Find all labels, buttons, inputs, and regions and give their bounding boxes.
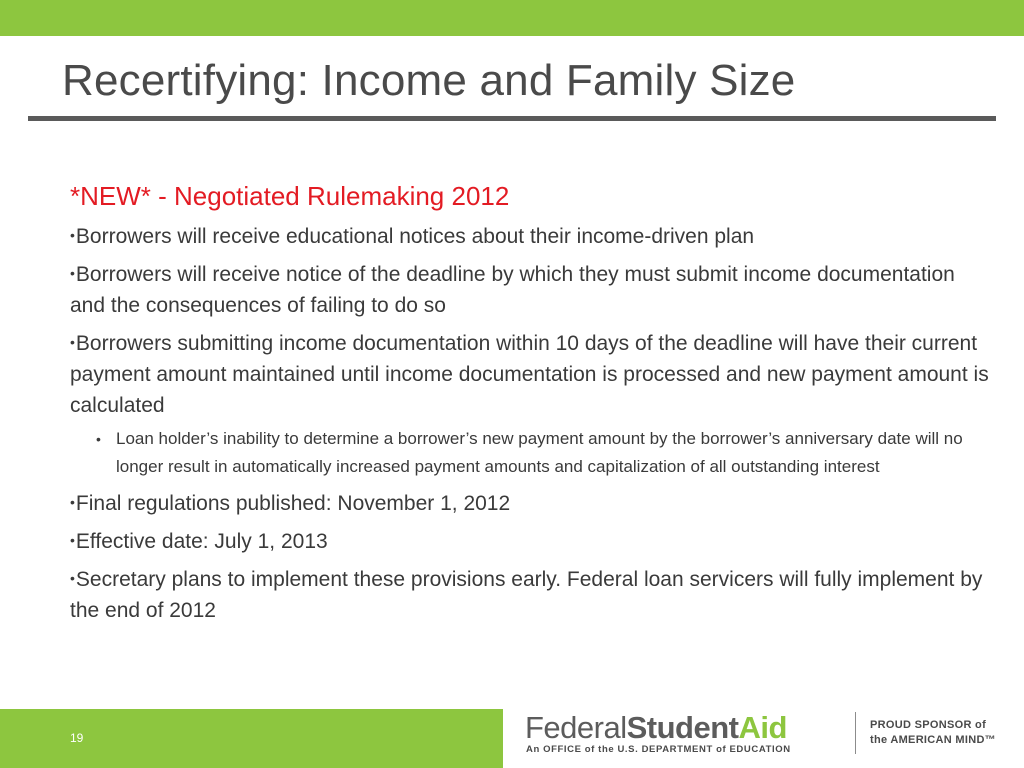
bullet-marker: • — [70, 532, 75, 548]
slide-title: Recertifying: Income and Family Size — [62, 56, 796, 105]
federal-student-aid-logo — [525, 711, 843, 759]
bullet-marker: • — [70, 227, 75, 243]
sponsor-text — [870, 718, 996, 748]
section-heading: *NEW* - Negotiated Rulemaking 2012 — [70, 181, 510, 211]
sub-bullet-marker: • — [96, 431, 101, 447]
bullet-item — [70, 563, 990, 626]
sub-bullet-text: Loan holder’s inability to determine a borrower’s new payment amount by the borrower’s anniversary date will no longer result in automatically increased payment amounts and capitalization of all outstanding interest — [116, 429, 963, 476]
bullet-item — [70, 327, 990, 421]
bullet-text: Final regulations published: November 1, 2012 — [75, 492, 511, 515]
logo-word-aid: Aid — [738, 710, 787, 745]
logo-word-student: Student — [626, 710, 739, 745]
bullet-item — [70, 525, 990, 557]
bullet-item — [70, 220, 990, 252]
footer-divider — [855, 712, 856, 754]
bullet-marker: • — [70, 334, 75, 350]
bullet-marker: • — [70, 494, 75, 510]
bullet-text: Borrowers will receive notice of the deadline by which they must submit income documentation and the consequences of failing to do so — [70, 263, 955, 317]
bullet-marker: • — [70, 265, 75, 281]
bullet-text: Secretary plans to implement these provisions early. Federal loan servicers will fully implement by the end of 2012 — [70, 568, 983, 622]
bullet-list — [70, 220, 990, 626]
sponsor-line-1: PROUD SPONSOR of — [870, 719, 987, 731]
title-underline — [28, 116, 996, 121]
logo-tagline: An OFFICE of the U.S. DEPARTMENT of EDUCATION — [526, 744, 791, 755]
bullet-text: Borrowers submitting income documentation within 10 days of the deadline will have their current payment amount maintained until income documentation is processed and new payment amount is calculated — [70, 332, 989, 417]
bullet-item — [70, 258, 990, 321]
slide-number: 19 — [70, 731, 84, 745]
top-accent-bar — [0, 0, 1024, 36]
logo-word-federal: Federal — [525, 710, 627, 745]
bullet-text: Effective date: July 1, 2013 — [75, 530, 328, 553]
bullet-item — [70, 487, 990, 519]
slide-content — [70, 180, 990, 632]
bullet-text: Borrowers will receive educational notices about their income-driven plan — [75, 225, 755, 248]
bullet-marker: • — [70, 570, 75, 586]
sponsor-line-2: the AMERICAN MIND™ — [870, 734, 996, 746]
sub-bullet-item — [70, 425, 990, 481]
